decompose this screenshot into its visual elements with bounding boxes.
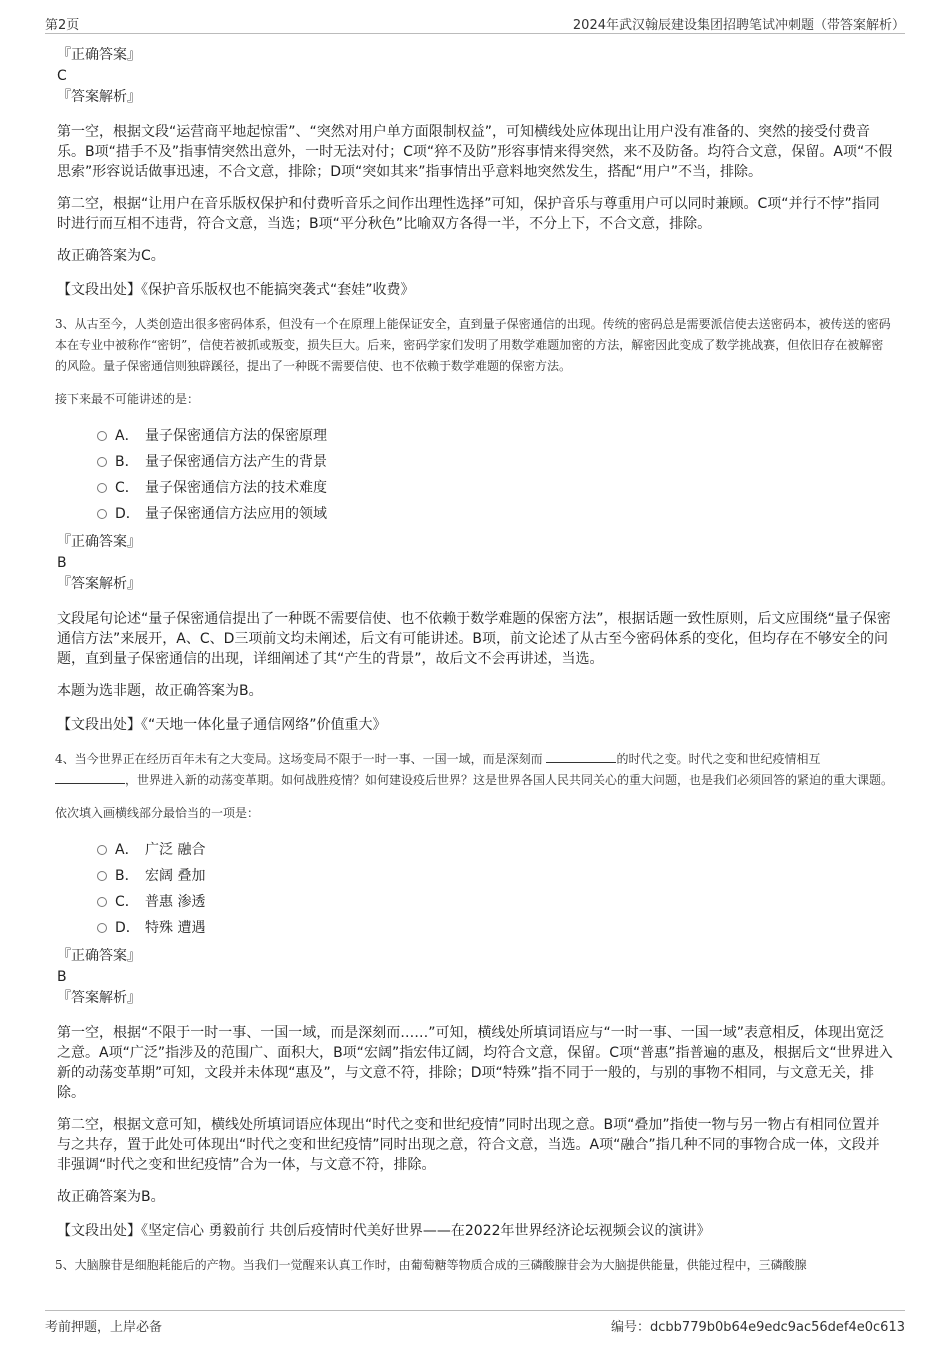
code-label: 编号： [611, 1320, 651, 1335]
question-prompt: 接下来最不可能讲述的是： [55, 392, 200, 406]
answer-label: 『正确答案』 [57, 534, 141, 550]
option-letter: B． [115, 868, 139, 884]
option-text: 宏阔 叠加 [145, 868, 206, 884]
analysis-paragraph: 第一空，根据文段“运营商平地起惊雷”、“突然对用户单方面限制权益”，可知横线处应体现出让用户没有准备的、突然的接受付费音乐。B项“措手不及”指事情突然出意外，一时无法对付；C项“猝不及防”形容事情来得突然，来不及防备。均符合文意，保留。A项“不假思索”形容说话做事迅速，不合文意，排除；D项“突如其来”指事情出乎意料地突然发生，搭配“用户”不当，排除。 [57, 124, 893, 180]
analysis-paragraph: 第二空，根据文意可知，横线处所填词语应体现出“时代之变和世纪疫情”同时出现之意。B项“叠加”指使一物与另一物占有相同位置并与之共存，置于此处可体现出“时代之变和世纪疫情”同时出现之意，符合文意，当选。A项“融合”指几种不同的事物合成一体，文段并非强调“时代之变和世纪疫情”合为一体，与文意不符，排除。 [57, 1117, 880, 1173]
document-code [611, 1316, 905, 1335]
question-stem: 3、从古至今，人类创造出很多密码体系，但没有一个在原理上能保证安全，直到量子保密通信的出现。传统的密码总是需要派信使去送密码本，被传送的密码本在专业中被称作“密钥”，信使若被抓或叛变，损失巨大。后来，密码学家们发明了用数学难题加密的方法，解密因此变成了数学挑战赛，但依旧存在被解密的风险。量子保密通信则独辟蹊径，提出了一种既不需要信使、也不依赖于数学难题的保密方法。 [55, 317, 891, 373]
radio-icon[interactable] [97, 923, 107, 933]
radio-icon[interactable] [97, 431, 107, 441]
analysis-conclusion: 故正确答案为C。 [57, 248, 165, 264]
source-label: 【文段出处】 [57, 717, 141, 733]
option-text: 普惠 渗透 [145, 894, 206, 910]
source-line [57, 715, 893, 735]
page-header [45, 11, 905, 34]
page-footer [45, 1310, 905, 1335]
option-d[interactable] [97, 915, 895, 941]
fill-blank [55, 771, 125, 784]
footer-slogan: 考前押题，上岸必备 [45, 1320, 163, 1335]
radio-icon[interactable] [97, 871, 107, 881]
question-stem [55, 749, 895, 791]
answer-value: C [57, 68, 67, 84]
analysis-label: 『答案解析』 [57, 990, 141, 1006]
answer-label: 『正确答案』 [57, 948, 141, 964]
source-label: 【文段出处】 [57, 282, 141, 298]
source-label: 【文段出处】 [57, 1223, 141, 1239]
stem-part: 的时代之变。时代之变和世纪疫情相互 [616, 752, 821, 766]
option-text: 量子保密通信方法产生的背景 [145, 454, 327, 470]
page-content [55, 44, 895, 1276]
option-a[interactable] [97, 837, 895, 863]
source-line [57, 280, 893, 300]
option-c[interactable] [97, 889, 895, 915]
analysis-conclusion: 本题为选非题，故正确答案为B。 [57, 683, 263, 699]
option-letter: D． [115, 920, 140, 936]
source-line [57, 1221, 893, 1241]
analysis-label: 『答案解析』 [57, 89, 141, 105]
analysis-paragraph: 文段尾句论述“量子保密通信提出了一种既不需要信使、也不依赖于数学难题的保密方法”，根据话题一致性原则，后文应围绕“量子保密通信方法”来展开，A、C、D三项前文均未阐述，后文有可能讲述。B项，前文论述了从古至今密码体系的变化，但均存在不够安全的问题，直到量子保密通信的出现，详细阐述了其“产生的背景”，故后文不会再讲述，当选。 [57, 611, 891, 667]
option-text: 广泛 融合 [145, 842, 206, 858]
answer-value: B [57, 555, 67, 571]
radio-icon[interactable] [97, 509, 107, 519]
radio-icon[interactable] [97, 897, 107, 907]
source-title: 《保护音乐版权也不能搞突袭式“套娃”收费》 [141, 282, 415, 298]
question-stem: 5、大脑腺苷是细胞耗能后的产物。当我们一觉醒来认真工作时，由葡萄糖等物质合成的三磷酸腺苷会为大脑提供能量，供能过程中，三磷酸腺 [55, 1258, 807, 1272]
analysis-label: 『答案解析』 [57, 576, 141, 592]
option-text: 量子保密通信方法的技术难度 [145, 480, 327, 496]
option-letter: A． [115, 428, 139, 444]
code-value: dcbb779b0b64e9edc9ac56def4e0c613 [650, 1320, 905, 1335]
answer-label: 『正确答案』 [57, 47, 141, 63]
radio-icon[interactable] [97, 457, 107, 467]
option-a[interactable] [97, 423, 895, 449]
option-text: 量子保密通信方法应用的领域 [145, 506, 327, 522]
source-title: 《“天地一体化量子通信网络”价值重大》 [141, 717, 387, 733]
answer-value: B [57, 969, 67, 985]
option-letter: C． [115, 894, 139, 910]
analysis-paragraph: 第一空，根据“不限于一时一事、一国一域，而是深刻而……”可知，横线处所填词语应与“一时一事、一国一域”表意相反，体现出宽泛之意。A项“广泛”指涉及的范围广、面积大，B项“宏阔”指宏伟辽阔，均符合文意，保留。C项“普惠”指普遍的惠及，根据后文“世界进入新的动荡变革期”可知，文段并未体现“惠及”，与文意不符，排除；D项“特殊”指不同于一般的，与别的事物不相同，与文意无关，排除。 [57, 1025, 893, 1101]
option-letter: C． [115, 480, 139, 496]
option-b[interactable] [97, 863, 895, 889]
document-title: 2024年武汉翰辰建设集团招聘笔试冲刺题（带答案解析） [572, 18, 905, 33]
radio-icon[interactable] [97, 845, 107, 855]
radio-icon[interactable] [97, 483, 107, 493]
option-letter: A． [115, 842, 139, 858]
option-text: 量子保密通信方法的保密原理 [145, 428, 327, 444]
fill-blank [546, 750, 616, 763]
option-c[interactable] [97, 475, 895, 501]
analysis-conclusion: 故正确答案为B。 [57, 1189, 165, 1205]
stem-part: ，世界进入新的动荡变革期。如何战胜疫情？如何建设疫后世界？这是世界各国人民共同关心的重大问题，也是我们必须回答的紧迫的重大课题。 [125, 773, 894, 787]
option-letter: D． [115, 506, 140, 522]
analysis-paragraph: 第二空，根据“让用户在音乐版权保护和付费听音乐之间作出理性选择”可知，保护音乐与尊重用户可以同时兼顾。C项“并行不悖”指同时进行而互相不违背，符合文意，当选；B项“平分秋色”比喻双方各得一半，不分上下，不合文意，排除。 [57, 196, 880, 232]
option-b[interactable] [97, 449, 895, 475]
stem-part: 4、当今世界正在经历百年未有之大变局。这场变局不限于一时一事、一国一域，而是深刻而 [55, 752, 547, 766]
page-number: 第2页 [45, 18, 80, 33]
source-title: 《坚定信心 勇毅前行 共创后疫情时代美好世界——在2022年世界经济论坛视频会议的演讲》 [141, 1223, 711, 1239]
option-d[interactable] [97, 501, 895, 527]
option-letter: B． [115, 454, 139, 470]
question-prompt: 依次填入画横线部分最恰当的一项是： [55, 806, 260, 820]
option-text: 特殊 遭遇 [145, 920, 206, 936]
